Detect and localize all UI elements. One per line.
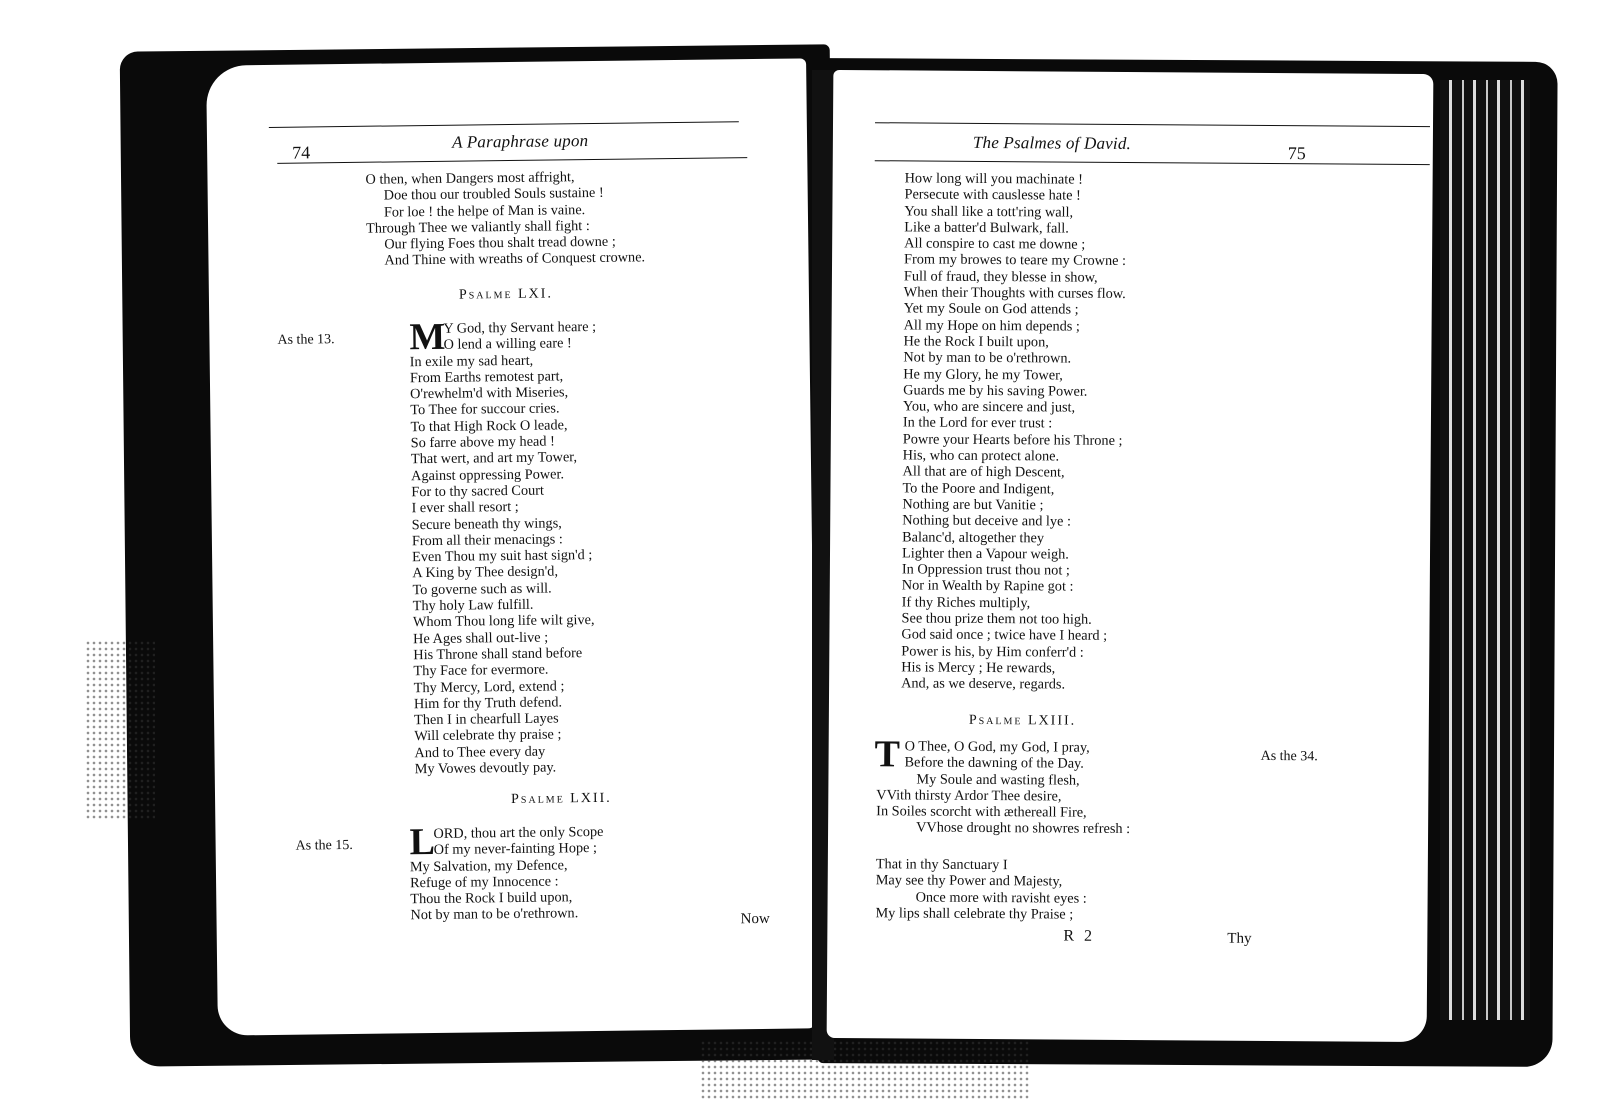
verse-line: Yet my Soule on God attends ; [903,300,1079,319]
opening-stanza [365,168,645,269]
book-edge-streaks [1440,80,1530,1020]
verse-line: He the Rock I built upon, [903,333,1049,351]
verse-line: Persecute with causlesse hate ! [904,186,1081,204]
psalm-63-tune-note: As the 34. [1260,748,1318,765]
verse-line: Before the dawning of the Day. [904,754,1084,772]
verse-line: Refuge of my Innocence : [410,873,559,892]
verse-line: Then I in chearfull Layes [414,710,559,729]
verse-line: Nothing are but Vanitie ; [902,496,1044,514]
psalm-62-drop-cap: L [409,820,436,864]
header-rule-bottom [875,160,1430,165]
verse-line: When their Thoughts with curses flow. [903,284,1126,303]
verse-line: Lighter then a Vapour weigh. [901,545,1069,563]
psalm-62-tune-note: As the 15. [295,837,353,854]
verse-line: VVith thirsty Ardor Thee desire, [876,787,1062,805]
psalm-61-drop-cap: M [409,315,446,359]
right-folio: 75 [1287,143,1306,164]
verse-line: So farre above my head ! [410,433,555,452]
verse-line: Guards me by his saving Power. [903,382,1088,400]
verse-line: To the Poore and Indigent, [902,480,1055,498]
verse-line: Not by man to be o'rethrown. [903,349,1072,367]
verse-line: I ever shall resort ; [411,499,519,517]
verse-line: May see thy Power and Majesty, [875,872,1063,890]
verse-line: If thy Riches multiply, [901,594,1031,612]
psalm-63-stanza-2 [875,856,1087,923]
scan-speckle [700,1040,1030,1100]
verse-line: You shall like a tott'ring wall, [904,203,1074,221]
psalm-62-title: Psalme LXII. [510,790,612,808]
verse-line: A King by Thee design'd, [412,563,559,582]
right-running-head: The Psalmes of David. [972,132,1132,153]
verse-line: From Earths remotest part, [409,368,564,387]
verse-line: Secure beneath thy wings, [411,514,562,533]
right-page [827,70,1434,1042]
verse-line: God said once ; twice have I heard ; [901,626,1108,645]
verse-line: Nor in Wealth by Rapine got : [901,577,1074,596]
verse-line: O then, when Dangers most affright, [365,169,575,188]
verse-line: And, as we deserve, regards. [901,675,1066,693]
psalm-63-stanza-1 [874,733,1131,838]
scan-speckle [85,640,155,820]
verse-line: O lend a willing eare ! [443,335,572,354]
verse-line: Full of fraud, they blesse in show, [903,268,1098,286]
verse-line: In Oppression trust thou not ; [901,561,1070,579]
verse-line: Whom Thou long life wilt give, [412,612,595,631]
verse-line: Powre your Hearts before his Throne ; [902,431,1123,449]
verse-line: My Vowes devoutly pay. [414,759,557,778]
verse-line: For loe ! the helpe of Man is vaine. [383,201,586,221]
verse-line: From my browes to teare my Crowne : [904,251,1127,270]
verse-line: Doe thou our troubled Souls sustaine ! [383,185,604,204]
verse-line: My Salvation, my Defence, [409,856,568,875]
verse-line: And Thine with wreaths of Conquest crowne. [384,249,646,270]
verse-line: Will celebrate thy praise ; [414,726,562,745]
verse-line: Thy Face for evermore. [413,661,549,680]
verse-line: To governe such as will. [412,580,552,598]
verse-line: And to Thee every day [414,743,546,761]
verse-line: Against oppressing Power. [411,466,565,484]
verse-line: His is Mercy ; He rewards, [901,659,1056,677]
signature-mark: R 2 [1063,927,1096,945]
verse-line: All conspire to cast me downe ; [904,235,1086,253]
verse-line: Through Thee we valiantly shall fight : [366,217,590,237]
verse-line: Of my never-fainting Hope ; [433,840,598,859]
verse-line: Thou the Rock I build upon, [410,889,573,908]
verse-line: In Soiles scorcht with æthereall Fire, [876,803,1087,821]
header-rule-top [875,122,1430,127]
left-folio: 74 [292,142,311,163]
verse-line: That in thy Sanctuary I [875,856,1008,874]
verse-line: His, who can protect alone. [902,447,1060,465]
left-catchword: Now [740,910,770,928]
verse-line: Y God, thy Servant heare ; [443,318,597,337]
verse-line: See thou prize them not too high. [901,610,1092,628]
verse-line: Once more with ravisht eyes : [915,889,1087,907]
psalm-61-tune-note: As the 13. [277,332,335,348]
verse-line: Him for thy Truth defend. [413,694,563,713]
psalm-63-drop-cap: T [874,733,901,776]
verse-line: Not by man to be o'rethrown. [410,905,579,924]
verse-line: VVhose drought no showres refresh : [916,819,1131,838]
verse-line: You, who are sincere and just, [902,398,1076,416]
verse-line: Thy holy Law fulfill. [412,596,534,615]
psalm-63-title: Psalme LXIII. [968,712,1077,729]
verse-line: ORD, thou art the only Scope [433,823,604,842]
verse-line: How long will you machinate ! [904,170,1083,188]
verse-line: In the Lord for ever trust : [902,414,1053,432]
verse-line: To that High Rock O leade, [410,417,568,436]
verse-line: O'rewhelm'd with Miseries, [410,384,569,403]
left-running-head: A Paraphrase upon [451,131,589,152]
verse-line: Like a batter'd Bulwark, fall. [904,219,1069,237]
verse-line: Balanc'd, altogether they [902,528,1045,546]
verse-line: O Thee, O God, my God, I pray, [904,738,1090,756]
header-rule-top [269,121,739,128]
verse-line: He my Glory, he my Tower, [903,365,1063,384]
verse-line: All that are of high Descent, [902,463,1065,481]
verse-line: Power is his, by Him conferr'd : [901,643,1084,661]
verse-line: That wert, and art my Tower, [410,449,578,468]
verse-line: Even Thou my suit hast sign'd ; [412,547,593,566]
right-catchword: Thy [1227,930,1252,947]
verse-line: Nothing but deceive and lye : [902,512,1072,530]
verse-line: From all their menacings : [411,531,563,550]
psalm-61-text [409,315,601,778]
psalm-62-text [409,820,604,924]
verse-line: Thy Mercy, Lord, extend ; [413,677,565,696]
verse-line: To Thee for succour cries. [410,400,560,419]
verse-line: In exile my sad heart, [409,352,534,370]
verse-line: My lips shall celebrate thy Praise ; [875,905,1074,923]
verse-line: My Soule and wasting flesh, [916,771,1080,789]
verse-line: Our flying Foes thou shalt tread downe ; [384,233,616,253]
psalm-61-title: Psalme LXI. [458,286,554,303]
verse-line: He Ages shall out-live ; [413,629,549,647]
header-rule-bottom [277,157,747,164]
verse-line: His Throne shall stand before [413,645,583,664]
verse-line: For to thy sacred Court [411,482,545,501]
left-page [206,58,818,1035]
verse-line: All my Hope on him depends ; [903,317,1080,335]
psalm-62-continued-text [901,170,1127,693]
